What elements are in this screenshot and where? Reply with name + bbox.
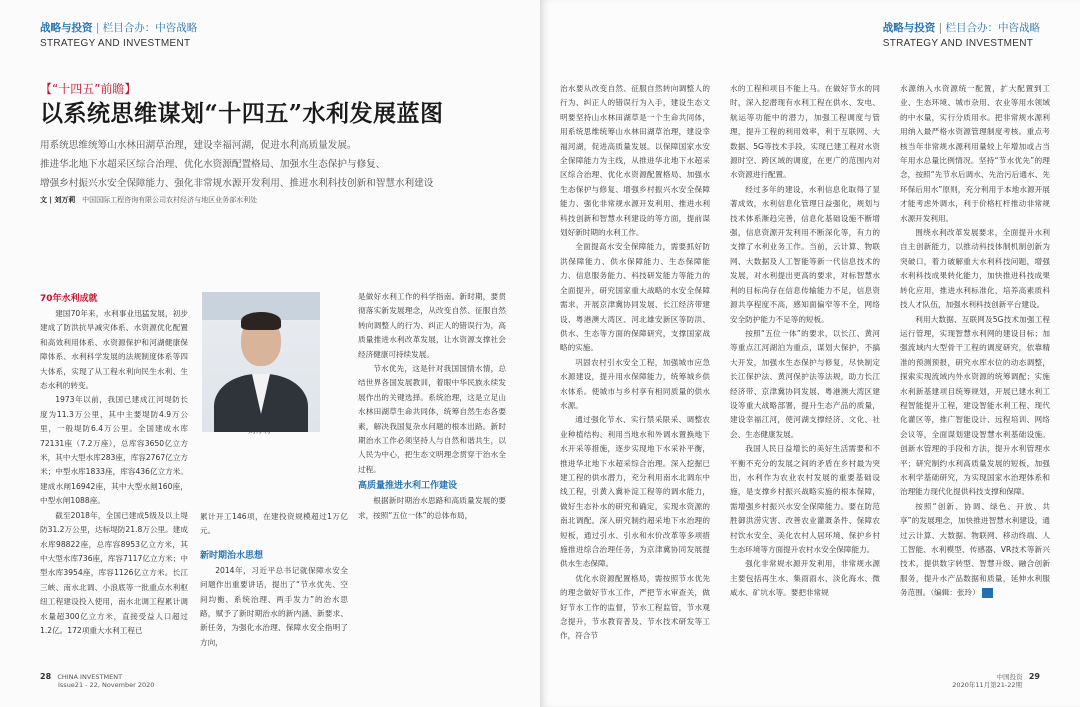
issue-info: Issue21 - 22, November 2020	[58, 681, 155, 689]
paragraph: 通过强化节水、实行禁采限采、调整农业种植结构、利用当地水和外调水置换地下水开采等措施，逐步实现地下水采补平衡，推进华北地下水超采综合治理。深入挖掘已建工程的供水潜力，充分利用南水北调东中线工程，引黄入冀补淀工程等的调水能力，做好生态补水的研究和确定，实现水资源的南北调配。深入研究制约超采地下水治理的短板，通过引水、引水和水价改革等多项措施推进综合治理任务，为京津冀协同发展提供水生态保障。	[560, 415, 710, 569]
paragraph: 1973年以前，我国已建成江河堤防长度为11.3万公里，其中主要堤防4.9万公里，一般堤防6.4万公里。全国建成水库72131座（7.2万座），总库容3650亿立方米，其中大型水库283座，库容2767亿立方米；中型水库1833座，库容436亿立方米。建成水闸16942座，其中大型水闸160座，中型水闸1088座。	[40, 395, 188, 506]
column-6	[900, 82, 1050, 685]
paragraph: 巩固农村引水安全工程，加强城市应急水源建设，提升用水保障能力，统筹城乡供水体系。使城市与乡村享有相同质量的供水水源。	[560, 357, 710, 410]
subheading: 新时期治水思想	[200, 550, 264, 561]
paragraph: 是做好水利工作的科学指南。新时期，要贯彻落实新发展理念，从改变自然、征服自然转向调整人的行为、纠正人的错误行为，高质量推进水利改革发展，让水资源支撑社会经济健康可持续发展。	[358, 292, 506, 359]
paragraph: 水的工程和项目不能上马。在做好节水的同时，深入挖潜现有水利工程在供水、发电、航运等功能中的潜力，加强工程调度与管理，提升工程的利用效率，利于互联网、大数据、5G等技术手段，实现已建工程对水资源时空、跨区域的调度，在更广的范围内对水资源进行配置。	[730, 84, 880, 180]
section-header-right: 战略与投资 | 栏目合办：中咨战略 STRATEGY AND INVESTMENT	[882, 22, 1040, 49]
paragraph: 强化非常规水源开发利用，非常规水源主要包括再生水、集雨雨水、淡化海水、微咸水、矿坑水等。要把非常规	[730, 559, 880, 598]
column-1	[40, 290, 188, 685]
column-4	[560, 82, 710, 685]
article-tag: 【“十四五”前瞻】	[40, 82, 137, 96]
subheading: 70年水利成就	[40, 294, 98, 304]
paragraph: 利用大数据、互联网及5G技术加强工程运行管理，实现智慧水利网的建设目标；加强流域内大型骨干工程的调度研究，依靠精准的预测预报，研究水库水位的动态调整，探索实现流域内外水资源的统筹调配；实施水利新基建项目统筹规划，开展已建水利工程智能提升工程，建设智能水利工程、现代化灌区等，推广智能设计、远程培训、网络会议等，全面谋划建设智慧水利基础设施。创新水管理的手段和方法，提升水利管理水平；研究制约水利高质量发展的短板，加强水利学基础研究，为实现国家水治理体系和治理能力现代化提供科技支撑和保障。	[900, 314, 1050, 497]
paragraph: 我国人民日益增长的美好生活需要和不平衡不充分的发展之间的矛盾在乡村最为突出，水利作为农业农村发展的重要基础设施，是支撑乡村振兴战略实施的根本保障，需增强乡村振兴水安全保障能力。要在防范胜御洪涝灾害、改善农业灌溉条件、保障农村饮水安全、美化农村人居环境、保护乡村生态环境等方面提升农村水安全保障能力。	[730, 444, 880, 554]
left-footer	[40, 673, 154, 689]
paragraph: 2014年，习近平总书记就保障水安全问题作出重要讲话，提出了“节水优先、空间均衡、系统治理、两手发力”的治水思路，赋予了新时期治水的新内涵、新要求、新任务，为强化水治理、保障水安全指明了方向，	[200, 565, 348, 647]
paragraph: 按照“五位一体”的要求，以长江、黄河等重点江河湖泊为重点，谋划大保护，不搞大开发，加强水生态保护与修复，尽快制定长江保护法、黄河保护法等法规，助力长江经济带、京津冀协同发展、粤港澳大湾区建设等重大战略部署，提升生态产品的质量，建设幸福江河，使河湖支撑经济、文化、社会、生态健康发展。	[730, 328, 880, 439]
paragraph: 治水要从改变自然、征服自然转向调整人的行为、纠正人的错误行为入手，建设生态文明要坚持山水林田湖草是一个生命共同体，用系统思维统筹山水林田湖草治理，建设幸福河湖，促进高质量发展。以保障国家水安全保障能力为主线，从推进华北地下水超采区综合治理、优化水资源配置格局、加强水生态保护与修复、增强乡村振兴水安全保障能力、强化非常规水源开发利用、推进水利科技创新和智慧水利建设的等方面，提前谋划好新时期的水利工作。	[560, 84, 710, 238]
summary-line: 增强乡村振兴水安全保障能力、强化非常规水源开发利用、推进水利科技创新和智慧水利建设	[40, 178, 434, 189]
paragraph: 建国70年来，水利事业迅猛发展，初步建成了防洪抗旱减灾体系、水资源优化配置和高效利用体系、水资源保护和河湖健康保障体系、水利科学发展的法规制度体系等四大体系，实现了从工程水利向民生水利、生态水利的转变。	[40, 309, 188, 391]
author-org: 中国国际工程咨询有限公司农村经济与地区业务部水利处	[82, 196, 258, 204]
column-label: 栏目合办：中咨战略	[102, 22, 198, 34]
issue-info: 2020年11月第21-22期	[952, 681, 1022, 689]
magazine-name: CHINA INVESTMENT	[57, 673, 123, 681]
subheading: 高质量推进水利工作建设	[358, 481, 458, 492]
paragraph-text: 按照“创新、协调、绿色、开放、共享”的发展理念，加快推进智慧水利建设，通过云计算、大数据、物联网、移动终端、人工智能、水利模型、传感器、VR技术等新兴技术，提供数字转型、智慧升级、融合创新服务，提升水产品数据和质量，延伸水利服务范围。（编辑：张玲）	[900, 501, 1050, 598]
author-photo	[202, 292, 320, 432]
paragraph	[900, 500, 1050, 601]
column-4-intro	[362, 82, 512, 282]
section-title: 战略与投资	[882, 22, 936, 34]
column-5	[730, 82, 880, 685]
author: 文 | 刘万莉	[40, 196, 76, 204]
paragraph: 根据新时期治水思路和高质量发展的要求，按照“五位一体”的总体布局，	[358, 496, 506, 520]
byline	[40, 195, 257, 205]
summary-line: 推进华北地下水超采区综合治理、优化水资源配置格局、加强水生态保护与修复、	[40, 159, 386, 170]
right-page	[540, 0, 1080, 707]
paragraph: 优化水资源配置格局，需按照节水优先的理念做好节水工作，严把节水审查关，做好节水工作的监督，节水工程监管，节水观念提升，节水教育普及、节水技术研发等工作，符合节	[560, 573, 710, 641]
right-footer	[952, 673, 1040, 689]
paragraph: 截至2018年，全国已建成5级及以上堤防31.2万公里，达标堤防21.8万公里。建成水库98822座，总库容8953亿立方米，其中大型水库736座，库容7117亿立方米；中型水库3954座，库容1126亿立方米。长江三峡、南水北调、小浪底等一批重点水利枢纽工程建设投入使用，南水北调工程累计调水量超300亿立方米，直接受益人口超过1.2亿。172项重大水利工程已	[40, 510, 188, 635]
paragraph: 累计开工146项，在建投资规模超过1万亿元。	[200, 512, 348, 536]
summary-line: 用系统思维统筹山水林田湖草治理，建设幸福河湖，促进水利高质量发展。	[40, 140, 357, 151]
end-mark: 12	[982, 588, 993, 598]
page-number: 29	[1028, 672, 1040, 681]
page-number: 28	[40, 672, 52, 681]
magazine-name-cn: 中国投资	[996, 673, 1023, 681]
paragraph: 水源纳入水资源统一配置，扩大配置到工业、生态环境、城市杂用、农业等用水领域的中水量，实行分质用水。把非常规水源利用纳入最严格水资源管理制度考核。重点考核当年非常规水源利用量较上年增加或占当年用水总量比例情况。坚持“节水优先”的理念，按照“先节水后调水、先治污后通水、先环保后用水”原则，充分利用于本地水源开展才能考虑外调水，利于价格杠杆推动非常规水源开发利用。	[900, 84, 1050, 223]
column-2	[200, 510, 348, 685]
paragraph: 全面提高水安全保障能力，需要抓好防洪保障能力、供水保障能力、生态保障能力、信息服务能力、科技研发能力等能力的全面提升，研究国家重大战略的水安全保障需求，开展京津冀协同发展、长江经济带建设、粤港澳大湾区、河北雄安新区等防洪、供水、生态等方面的保障研究，支撑国家战略的实施。	[560, 242, 710, 353]
section-english: STRATEGY AND INVESTMENT	[882, 38, 1034, 49]
section-title: 战略与投资	[40, 22, 93, 34]
paragraph: 经过多年的建设，水利信息化取得了显著成效，水利信息化管理日益强化，规划与技术体系渐趋完善，信息化基础设施不断增强，信息资源开发利用不断深化等，有力的支撑了水利业务工作。当前，云计算、物联网、大数据及人工智能等新一代信息技术的发展，对水利提出更高的要求，对标智慧水利的目标尚存在信息传输能力不足，信息资源共享程度不高，感知面偏窄等不全，网络安全防护能力不足等的短板。	[730, 184, 880, 324]
column-3	[358, 290, 506, 685]
section-header: 战略与投资 | 栏目合办：中咨战略 STRATEGY AND INVESTMENT	[40, 22, 198, 49]
section-english: STRATEGY AND INVESTMENT	[40, 38, 191, 49]
article-title: 以系统思维谋划“十四五”水利发展蓝图	[40, 100, 444, 127]
photo-caption: 刘万莉	[248, 426, 271, 435]
paragraph: 节水优先，这是针对我国国情水情，总结世界各国发展教训，着眼中华民族永续发展作出的关键选择。系统治理，这是立足山水林田湖草生命共同体，统筹自然生态各要素，解决我国复杂水问题的根本出路。新时期治水工作必须坚持人与自然和谐共生，以人民为中心，把生态文明理念贯穿于治水全过程。	[358, 364, 506, 474]
paragraph: 围绕水利改革发展要求，全面提升水利自主创新能力，以推动科技体制机制创新为突破口，着力破解重大水利科技问题，增强水利科技成果转化能力，加快推进科技成果转化应用，推进水利标准化，培养高素质科技人才队伍，加强水利科技创新平台建设。	[900, 228, 1050, 310]
column-label: 栏目合办：中咨战略	[945, 22, 1040, 34]
